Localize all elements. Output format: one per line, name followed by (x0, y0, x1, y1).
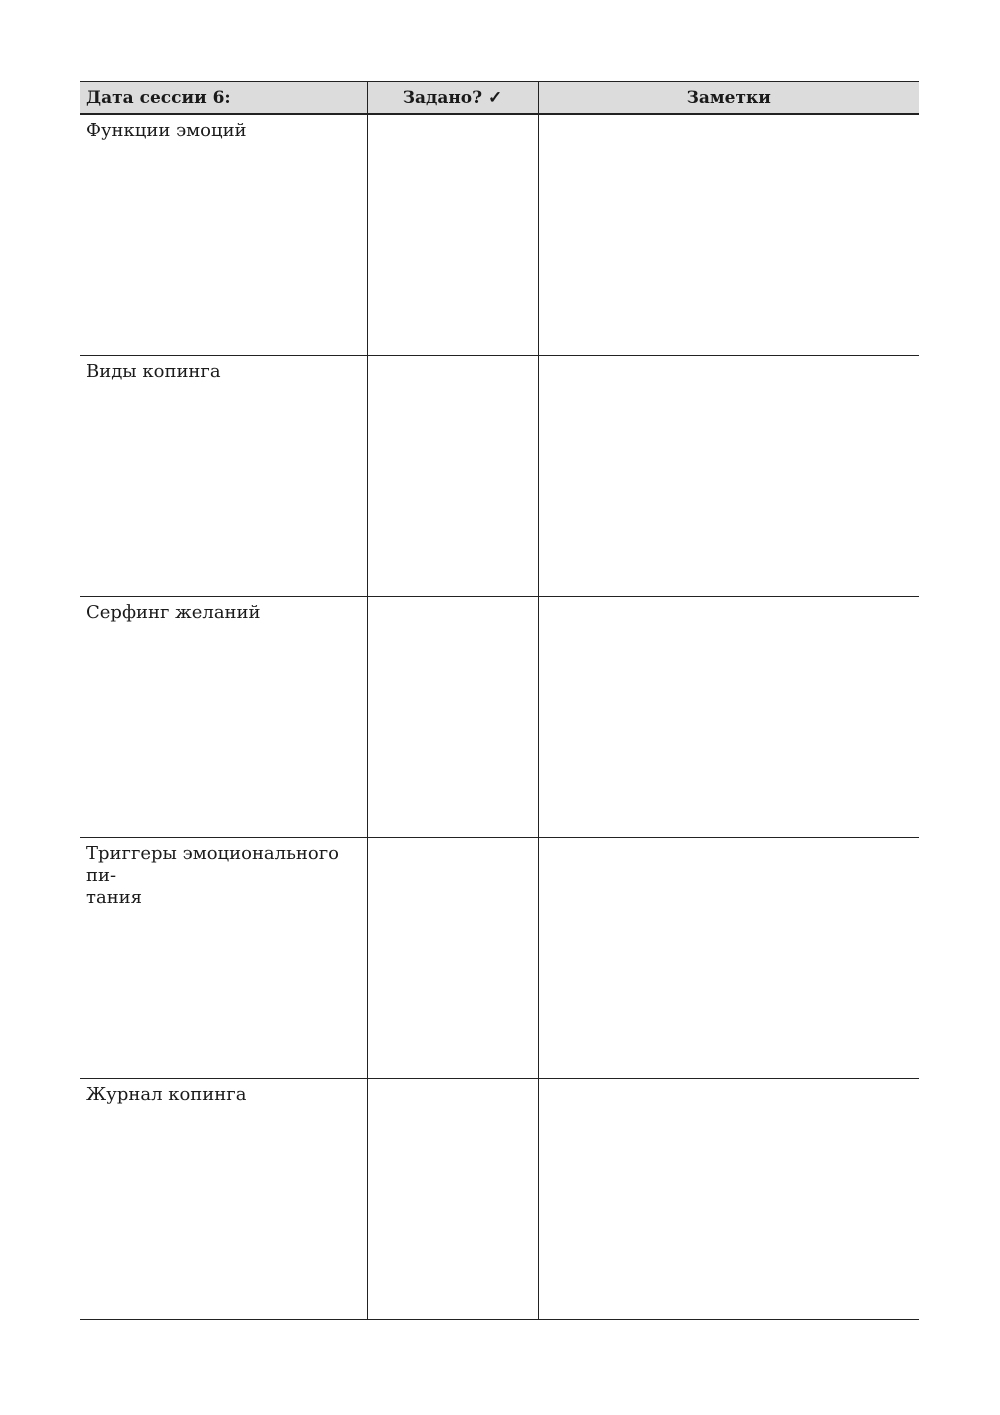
table-row (80, 114, 919, 355)
topic-cell (80, 596, 367, 837)
table-row (80, 596, 919, 837)
topic-cell (80, 837, 367, 1078)
header-assigned: Задано? ✓ (367, 82, 538, 115)
notes-cell[interactable] (538, 596, 919, 837)
notes-cell[interactable] (538, 837, 919, 1078)
assigned-cell[interactable] (367, 1078, 538, 1319)
assigned-cell[interactable] (367, 114, 538, 355)
table-row (80, 1078, 919, 1319)
topic-label: Триггеры эмоционального пи- тания (86, 842, 340, 908)
header-session-date: Дата сессии 6: (80, 82, 367, 115)
notes-cell[interactable] (538, 114, 919, 355)
notes-cell[interactable] (538, 355, 919, 596)
table-row (80, 837, 919, 1078)
topic-cell (80, 355, 367, 596)
topic-label: Функции эмоций (86, 120, 247, 141)
topic-label: Виды копинга (86, 360, 221, 382)
topic-label: Серфинг желаний (86, 601, 261, 623)
assigned-cell[interactable] (367, 837, 538, 1078)
topic-label: Журнал копинга (86, 1083, 247, 1105)
assigned-cell[interactable] (367, 355, 538, 596)
topic-cell (80, 114, 367, 355)
session-table (80, 81, 919, 1320)
header-row (80, 82, 919, 115)
topic-cell (80, 1078, 367, 1319)
notes-cell[interactable] (538, 1078, 919, 1319)
assigned-cell[interactable] (367, 596, 538, 837)
header-notes: Заметки (538, 82, 919, 115)
table-row (80, 355, 919, 596)
